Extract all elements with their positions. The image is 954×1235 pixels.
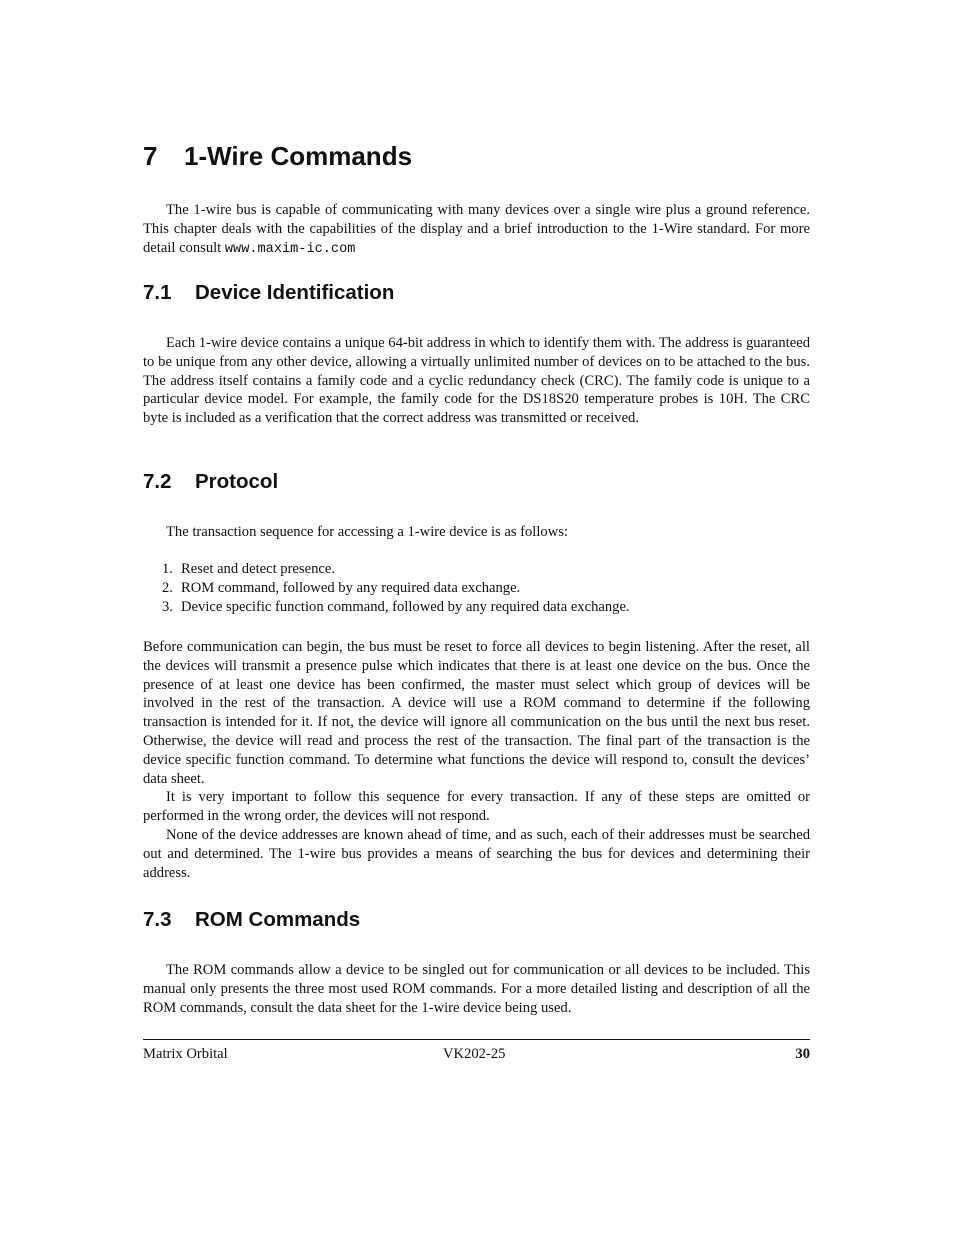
list-item [143,598,810,617]
section-heading-device-identification [143,280,394,306]
device-identification-paragraph: Each 1-wire device contains a unique 64-bit address in which to identify them with. The address is guaranteed to be unique from any other device, allowing a virtually unlimited number of devices on to be attached to the bus. The address itself contains a family code and a cyclic redundancy check (CRC). The family code is unique to a particular device model. For example, the family code for the DS18S20 temperature probes is 10H. The CRC byte is included as a verification that the correct address was transmitted or received. [143,335,810,427]
chapter-intro-paragraph [143,201,810,259]
protocol-paragraph-2: It is very important to follow this sequence for every transaction. If any of these steps are omitted or performed in the wrong order, the devices will not respond. [143,789,810,824]
protocol-intro-paragraph: The transaction sequence for accessing a 1-wire device is as follows: [166,524,568,540]
maxim-link[interactable]: www.maxim-ic.com [224,241,356,257]
list-item [143,579,810,598]
rom-commands-paragraph: The ROM commands allow a device to be singled out for communication or all devices to be included. This manual only presents the three most used ROM commands. For a more detailed listing and description of all the ROM commands, consult the data sheet for the 1-wire device being used. [143,962,810,1016]
page-footer [143,1045,810,1064]
list-item-number: 2. [162,579,173,596]
section-number: 7.2 [143,470,172,493]
chapter-intro-text: The 1-wire bus is capable of communicating with many devices over a single wire plus a ground reference. This chapter deals with the capabilities of the display and a brief introduction to the 1-Wire standard. For more detail consult [143,202,810,256]
section-title: Device Identification [195,281,395,304]
section-number: 7.3 [143,908,172,931]
footer-divider [143,1039,810,1040]
section-title: ROM Commands [195,908,361,931]
section-heading-protocol [143,469,278,495]
protocol-paragraph-1: Before communication can begin, the bus must be reset to force all devices to begin listening. After the reset, all the devices will transmit a presence pulse which indicates that there is at least one device on the bus. Once the presence of at least one device has been confirmed, the master must select which group of devices will be involved in the rest of the transaction. A device will use a ROM command to determine if the following transaction is intended for it. If not, the device will ignore all communication on the bus until the next bus reset. Otherwise, the device will read and process the rest of the transaction. The final part of the transaction is the device specific function command. To determine what functions the device will respond to, consult the devices’ data sheet. [143,639,810,787]
chapter-number: 7 [143,141,158,171]
protocol-steps-list [143,560,810,616]
protocol-paragraph-3: None of the device addresses are known ahead of time, and as such, each of their addresses must be searched out and determined. The 1-wire bus provides a means of searching the bus for devices and determining their address. [143,827,810,881]
section-title: Protocol [195,470,279,493]
chapter-heading [143,140,412,172]
section-heading-rom-commands [143,907,360,933]
list-item-text: Reset and detect presence. [181,561,335,577]
chapter-title: 1-Wire Commands [184,141,413,171]
footer-model: VK202-25 [443,1046,506,1062]
footer-company: Matrix Orbital [143,1046,228,1062]
section-number: 7.1 [143,281,172,304]
list-item-number: 3. [162,598,173,615]
footer-page-number: 30 [795,1046,810,1062]
list-item [143,560,810,579]
list-item-number: 1. [162,561,173,577]
list-item-text: Device specific function command, followed by any required data exchange. [181,598,630,615]
list-item-text: ROM command, followed by any required data exchange. [181,579,521,596]
